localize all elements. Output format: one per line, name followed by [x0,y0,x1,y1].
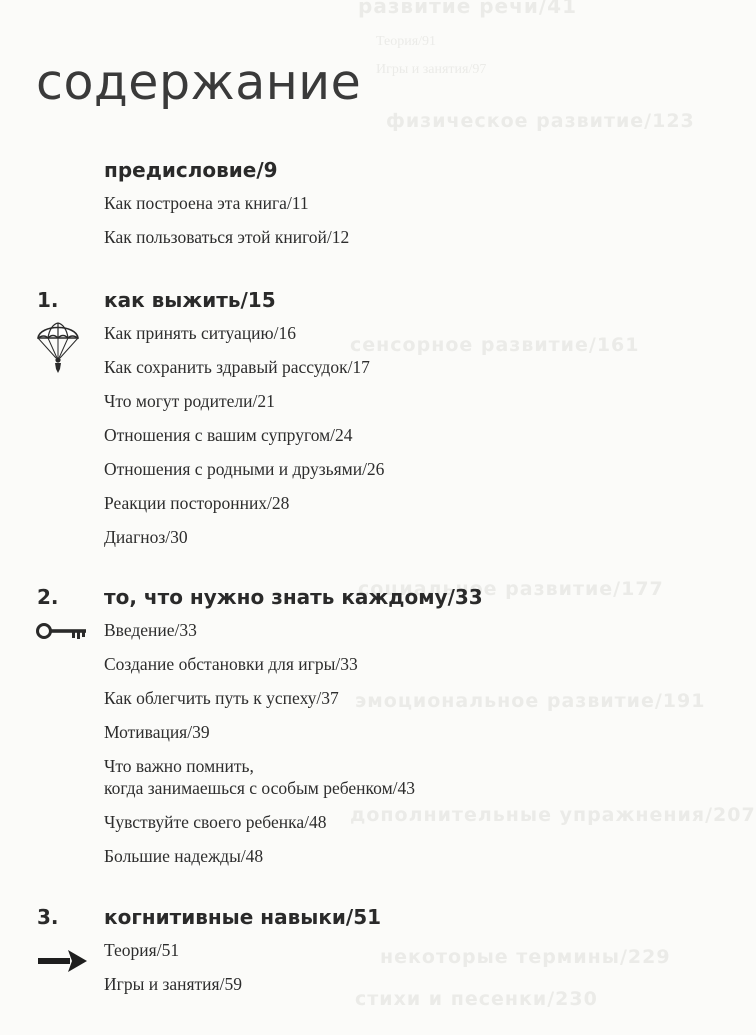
toc-entry[interactable]: Мотивация/39 [104,722,210,742]
toc-entry[interactable]: Как сохранить здравый рассудок/17 [104,357,370,377]
page-title: содержание [36,54,362,111]
toc-entry[interactable]: Диагноз/30 [104,527,188,547]
section-items [104,322,384,560]
toc-entry[interactable]: Что могут родители/21 [104,391,275,411]
bleed-through: Игры и занятия/97 [376,62,487,77]
chapter-number: 3. [37,905,59,929]
bleed-through: развитие речи/41 [358,0,577,18]
chapter-title[interactable]: как выжить/15 [104,288,276,312]
key-icon [36,621,88,641]
toc-entry[interactable]: Игры и занятия/59 [104,974,242,994]
bleed-through: физическое развитие/123 [386,110,695,132]
toc-entry[interactable]: Создание обстановки для игры/33 [104,654,358,674]
toc-entry[interactable]: Чувствуйте своего ребенка/48 [104,812,327,832]
toc-entry[interactable]: Большие надежды/48 [104,846,264,866]
toc-entry[interactable]: Введение/33 [104,620,197,640]
chapter-title[interactable]: когнитивные навыки/51 [104,905,382,929]
parachute-icon [36,318,80,374]
bleed-through: стихи и песенки/230 [355,988,598,1010]
bleed-through: дополнительные упражнения/207 [350,804,756,826]
bleed-through: Теория/91 [376,34,437,49]
chapter-number: 2. [37,585,59,609]
bleed-through: эмоциональное развитие/191 [355,690,706,712]
toc-entry[interactable]: Теория/51 [104,940,180,960]
toc-entry[interactable]: Как облегчить путь к успеху/37 [104,688,339,708]
toc-entry[interactable]: Как пользоваться этой книгой/12 [104,227,350,247]
toc-entry[interactable]: Реакции посторонних/28 [104,493,290,513]
toc-entry[interactable]: Как построена эта книга/11 [104,193,309,213]
bleed-through: сенсорное развитие/161 [350,334,640,356]
toc-entry-line: когда занимаешься с особым ребенком/43 [104,778,416,798]
section-items [104,192,349,260]
toc-entry[interactable]: Отношения с вашим супругом/24 [104,425,353,445]
toc-entry[interactable]: Как принять ситуацию/16 [104,323,296,343]
toc-entry[interactable]: Отношения с родными и друзьями/26 [104,459,385,479]
chapter-title[interactable]: то, что нужно знать каждому/33 [104,585,483,609]
bleed-through: социальное развитие/177 [358,578,664,600]
toc-entry-multiline[interactable] [104,755,415,799]
chapter-number: 1. [37,288,59,312]
section-title[interactable]: предисловие/9 [104,158,278,182]
bleed-through: некоторые термины/229 [380,946,671,968]
toc-entry-line: Что важно помнить, [104,756,254,776]
section-items [104,619,415,879]
arrow-right-icon [38,949,88,973]
section-items [104,939,242,1007]
